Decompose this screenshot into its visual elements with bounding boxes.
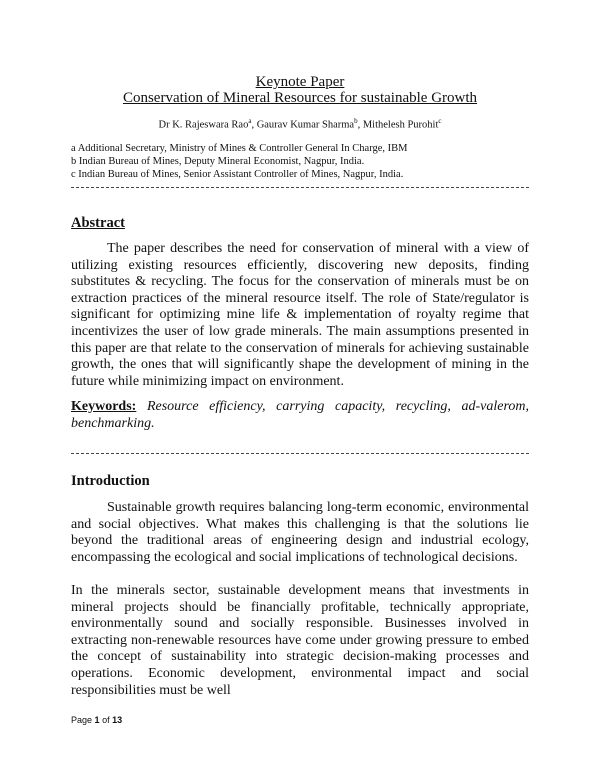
page-footer (71, 715, 122, 725)
introduction-paragraph: Sustainable growth requires balancing long-term economic, environmental and social objectives. What makes this challenging is that the solutions lie beyond the traditional areas of engineering design and industrial ecology, encompassing the ecological and social implications of technological decisions. (71, 500, 529, 565)
keywords (71, 399, 529, 432)
author-name: Mithelesh Purohit (362, 119, 439, 131)
affiliation: b Indian Bureau of Mines, Deputy Mineral Economist, Nagpur, India. (71, 156, 365, 167)
affiliation: a Additional Secretary, Ministry of Mines & Controller General In Charge, IBM (71, 143, 408, 154)
section-divider (71, 187, 529, 188)
author-mark: b (354, 117, 358, 125)
author-name: Dr K. Rajeswara Rao (158, 119, 249, 131)
footer-page-word: Page (71, 715, 93, 725)
footer-of-word: of (102, 715, 110, 725)
introduction-heading: Introduction (71, 473, 150, 489)
affiliation: c Indian Bureau of Mines, Senior Assistant Controller of Mines, Nagpur, India. (71, 169, 404, 180)
section-divider (71, 453, 529, 454)
author-list: Dr K. Rajeswara Rao$^a$, Gaurav Kumar Sharma$^b$, Mithelesh Purohit$^c$ (158, 117, 442, 131)
abstract-heading: Abstract (71, 215, 125, 231)
author-mark: c (438, 117, 442, 125)
paper-kind: Keynote Paper (255, 74, 345, 90)
introduction-paragraph: In the minerals sector, sustainable development means that investments in mineral projects should be financially profitable, technically appropriate, environmentally sound and socially responsible. Businesses involved in extracting non-renewable resources have come under growing pressure to embed the concept of sustainability into strategic decision-making processes and operations. Economic development, environmental impact and social responsibilities must be well (71, 583, 529, 698)
footer-total-pages: 13 (112, 715, 123, 725)
keywords-label: Keywords: (71, 399, 137, 414)
paper-title: Conservation of Mineral Resources for sustainable Growth (122, 90, 478, 106)
footer-page-number: 1 (94, 715, 100, 725)
author-mark: a (248, 117, 252, 125)
keywords-value: Resource efficiency, carrying capacity, recycling, ad-valerom, benchmarking. (71, 399, 530, 431)
abstract-text: The paper describes the need for conservation of mineral with a view of utilizing existing resources efficiently, discovering new deposits, finding substitutes & recycling. The focus for the conservation of minerals must be on extraction practices of the mineral resource itself. The role of State/regulator is significant for optimizing mine life & implementation of royalty regime that incentivizes the user of low grade minerals. The main assumptions presented in this paper are that relate to the conservation of minerals for achieving sustainable growth, the ones that will significantly shape the development of mining in the future while minimizing impact on environment. (71, 241, 529, 389)
author-name: Gaurav Kumar Sharma (256, 119, 355, 131)
